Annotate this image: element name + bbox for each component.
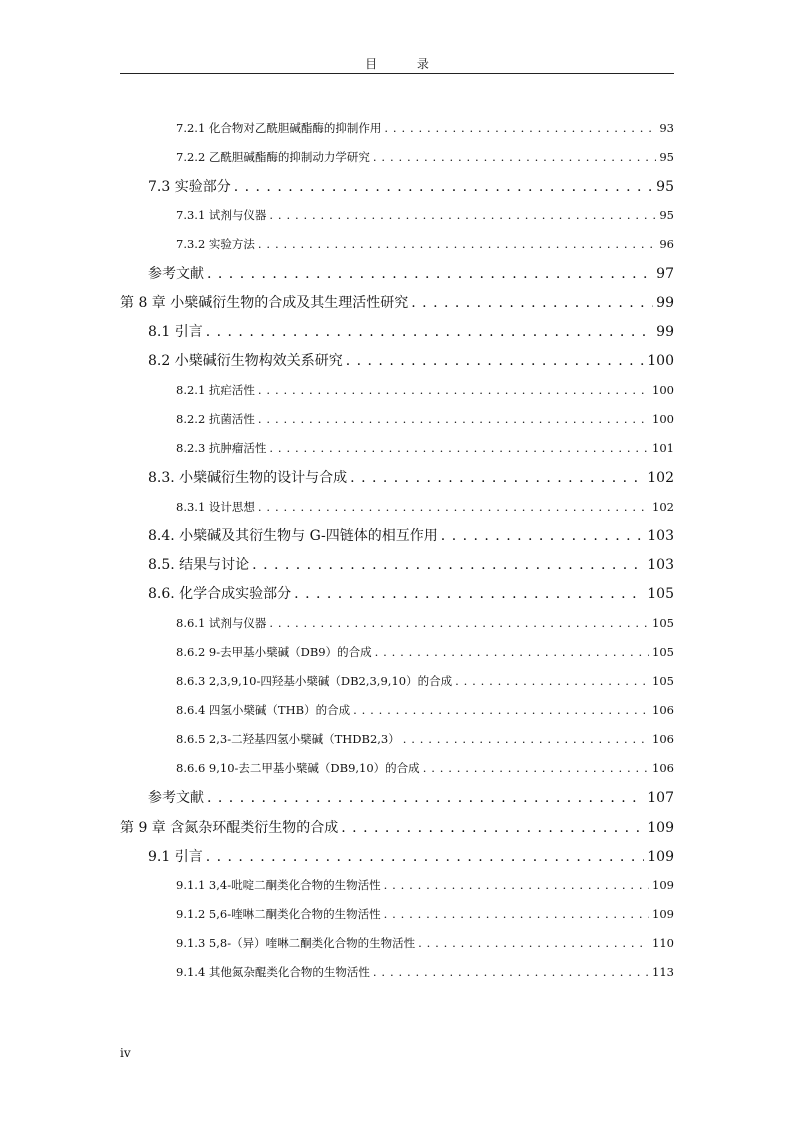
toc-entry[interactable]	[148, 471, 674, 485]
toc-entry-title: 8.6. 化学合成实验部分	[148, 586, 292, 602]
toc-entry-title: 9.1.3 5,8-（异）喹啉二酮类化合物的生物活性	[176, 936, 416, 950]
page-header-title: 目 录	[365, 57, 447, 71]
toc-entry[interactable]	[120, 821, 674, 835]
toc-entry-title: 8.5. 结果与讨论	[148, 557, 250, 573]
toc-entry[interactable]	[176, 414, 674, 426]
toc-entry-title: 8.3.1 设计思想	[176, 500, 255, 514]
toc-entry-page: 96	[659, 237, 674, 251]
toc-entry[interactable]	[176, 967, 674, 979]
toc-dot-leader	[341, 821, 644, 835]
toc-entry[interactable]	[148, 180, 674, 194]
toc-entry[interactable]	[148, 558, 674, 572]
toc-dot-leader	[375, 647, 649, 659]
toc-dot-leader	[346, 354, 645, 368]
toc-entry[interactable]	[176, 210, 674, 222]
toc-entry-page: 109	[652, 878, 674, 892]
toc-dot-leader	[384, 123, 656, 135]
toc-entry-page: 99	[656, 324, 674, 340]
toc-dot-leader	[403, 734, 649, 746]
toc-entry-title: 7.3.1 试剂与仪器	[176, 208, 267, 222]
toc-entry[interactable]	[176, 909, 674, 921]
header-divider	[120, 73, 674, 74]
toc-entry[interactable]	[148, 791, 674, 805]
toc-dot-leader	[269, 618, 649, 630]
toc-entry-page: 102	[652, 500, 674, 514]
toc-dot-leader	[258, 385, 649, 397]
toc-entry-title: 9.1.2 5,6-喹啉二酮类化合物的生物活性	[176, 907, 381, 921]
toc-entry-title: 7.2.1 化合物对乙酰胆碱酯酶的抑制作用	[176, 121, 382, 135]
toc-entry-title: 第 8 章 小檗碱衍生物的合成及其生理活性研究	[120, 295, 409, 311]
page-number: iv	[120, 1046, 131, 1060]
toc-entry-page: 105	[652, 616, 674, 630]
toc-entry-title: 7.3 实验部分	[148, 179, 231, 195]
toc-entry-title: 参考文献	[148, 790, 204, 806]
toc-entry[interactable]	[176, 705, 674, 717]
toc-dot-leader	[384, 909, 649, 921]
toc-entry-title: 8.6.5 2,3-二羟基四氢小檗碱（THDB2,3）	[176, 732, 400, 746]
toc-dot-leader	[206, 850, 645, 864]
toc-entry-title: 8.1 引言	[148, 324, 203, 340]
toc-entry-page: 99	[656, 295, 674, 311]
toc-dot-leader	[206, 325, 653, 339]
toc-entry-page: 113	[652, 965, 674, 979]
toc-entry-page: 100	[652, 412, 674, 426]
toc-entry-title: 8.6.3 2,3,9,10-四羟基小檗碱（DB2,3,9,10）的合成	[176, 674, 453, 688]
toc-entry-title: 8.2 小檗碱衍生物构效关系研究	[148, 353, 343, 369]
toc-entry[interactable]	[176, 880, 674, 892]
toc-entry-page: 105	[652, 645, 674, 659]
toc-entry-page: 103	[647, 528, 674, 544]
toc-entry-page: 103	[647, 557, 674, 573]
toc-dot-leader	[423, 763, 649, 775]
toc-entry[interactable]	[148, 529, 674, 543]
toc-entry-page: 106	[652, 732, 674, 746]
toc-entry[interactable]	[120, 296, 674, 310]
toc-entry-page: 109	[647, 820, 674, 836]
toc-entry[interactable]	[176, 676, 674, 688]
toc-dot-leader	[350, 471, 644, 485]
toc-dot-leader	[207, 791, 644, 805]
toc-dot-leader	[441, 529, 644, 543]
toc-entry-page: 101	[652, 441, 674, 455]
toc-dot-leader	[411, 296, 653, 310]
toc-entry[interactable]	[176, 239, 674, 251]
toc-entry[interactable]	[176, 734, 674, 746]
toc-entry-title: 7.3.2 实验方法	[176, 237, 255, 251]
toc-dot-leader	[373, 967, 649, 979]
toc-entry-title: 7.2.2 乙酰胆碱酯酶的抑制动力学研究	[176, 150, 370, 164]
toc-entry-title: 8.6.1 试剂与仪器	[176, 616, 267, 630]
toc-entry[interactable]	[176, 502, 674, 514]
toc-entry-page: 100	[652, 383, 674, 397]
toc-entry-title: 8.4. 小檗碱及其衍生物与 G-四链体的相互作用	[148, 528, 438, 544]
toc-entry-page: 102	[647, 470, 674, 486]
toc-entry-page: 105	[652, 674, 674, 688]
toc-entry-title: 8.2.2 抗菌活性	[176, 412, 255, 426]
toc-entry-title: 8.6.2 9-去甲基小檗碱（DB9）的合成	[176, 645, 372, 659]
toc-entry[interactable]	[148, 354, 674, 368]
toc-entry-page: 109	[652, 907, 674, 921]
toc-entry[interactable]	[176, 763, 674, 775]
toc-entry[interactable]	[148, 267, 674, 281]
toc-dot-leader	[294, 587, 644, 601]
toc-entry-page: 110	[652, 936, 674, 950]
toc-entry[interactable]	[176, 385, 674, 397]
toc-dot-leader	[207, 267, 653, 281]
toc-entry-page: 97	[656, 266, 674, 282]
toc-entry[interactable]	[148, 587, 674, 601]
toc-dot-leader	[269, 210, 656, 222]
toc-entry-page: 107	[647, 790, 674, 806]
toc-dot-leader	[353, 705, 649, 717]
toc-dot-leader	[258, 414, 649, 426]
toc-entry-title: 8.6.6 9,10-去二甲基小檗碱（DB9,10）的合成	[176, 761, 420, 775]
toc-dot-leader	[269, 443, 649, 455]
toc-entry-page: 93	[659, 121, 674, 135]
toc-dot-leader	[418, 938, 649, 950]
toc-entry[interactable]	[176, 647, 674, 659]
toc-entry-page: 106	[652, 703, 674, 717]
toc-entry-page: 95	[659, 150, 674, 164]
toc-dot-leader	[258, 502, 649, 514]
toc-entry[interactable]	[148, 850, 674, 864]
toc-entry-title: 8.6.4 四氢小檗碱（THB）的合成	[176, 703, 351, 717]
toc-entry-title: 9.1.4 其他氮杂醌类化合物的生物活性	[176, 965, 370, 979]
toc-entry-page: 95	[656, 179, 674, 195]
toc-entry[interactable]	[176, 152, 674, 164]
toc-entry[interactable]	[148, 325, 674, 339]
toc-entry-page: 100	[647, 353, 674, 369]
toc-entry-title: 8.2.3 抗肿瘤活性	[176, 441, 267, 455]
toc-entry[interactable]	[176, 123, 674, 135]
toc-entry-title: 9.1 引言	[148, 849, 203, 865]
toc-entry[interactable]	[176, 618, 674, 630]
toc-entry[interactable]	[176, 443, 674, 455]
toc-dot-leader	[252, 558, 644, 572]
toc-entry-page: 109	[647, 849, 674, 865]
toc-dot-leader	[258, 239, 656, 251]
toc-dot-leader	[384, 880, 649, 892]
toc-entry-page: 95	[659, 208, 674, 222]
toc-entry-title: 第 9 章 含氮杂环醌类衍生物的合成	[120, 820, 339, 836]
toc-entry[interactable]	[176, 938, 674, 950]
toc-entry-title: 8.3. 小檗碱衍生物的设计与合成	[148, 470, 348, 486]
toc-entry-title: 参考文献	[148, 266, 204, 282]
toc-entry-title: 8.2.1 抗疟活性	[176, 383, 255, 397]
toc-dot-leader	[455, 676, 649, 688]
toc-entry-page: 105	[647, 586, 674, 602]
toc-entry-page: 106	[652, 761, 674, 775]
toc-entry-title: 9.1.1 3,4-吡啶二酮类化合物的生物活性	[176, 878, 381, 892]
toc-dot-leader	[234, 180, 653, 194]
toc-dot-leader	[373, 152, 656, 164]
